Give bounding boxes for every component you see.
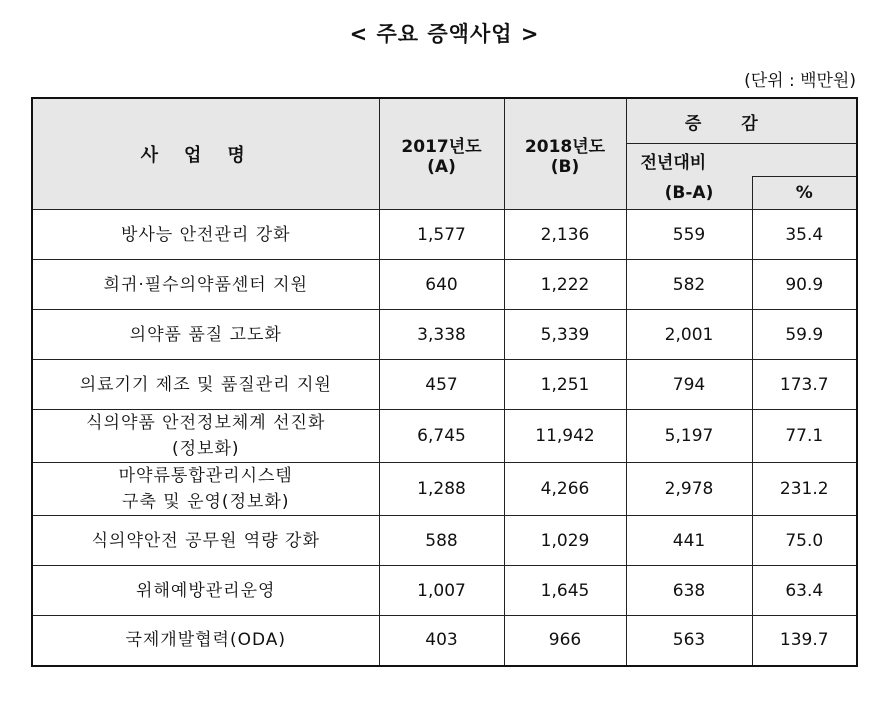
header-2017-label: 2017년도: [401, 136, 482, 157]
project-name-line1: 방사능 안전관리 강화: [120, 224, 291, 245]
table-body: [32, 210, 857, 666]
header-change: 증감: [626, 98, 857, 144]
cell-2018: 4,266: [504, 463, 626, 516]
cell-2018: 1,222: [504, 260, 626, 310]
table-row: [32, 360, 857, 410]
cell-pct: 77.1: [752, 410, 857, 463]
cell-2017: 588: [379, 516, 504, 566]
header-yoy-sub: (B-A): [626, 177, 752, 210]
header-pct: %: [752, 177, 857, 210]
project-name-line1: 식의약품 안전정보체계 선진화: [86, 413, 326, 433]
cell-pct: 35.4: [752, 210, 857, 260]
project-name-line1: 식의약안전 공무원 역량 강화: [91, 530, 320, 551]
project-name-line1: 희귀·필수의약품센터 지원: [103, 274, 308, 295]
unit-note: (단위 : 백만원): [744, 71, 856, 91]
cell-diff: 441: [626, 516, 752, 566]
budget-table: [31, 97, 858, 667]
header-2017-sub: (A): [427, 156, 456, 177]
cell-2017: 1,288: [379, 463, 504, 516]
cell-project-name: [32, 516, 379, 566]
cell-diff: 563: [626, 616, 752, 666]
cell-2017: 1,007: [379, 566, 504, 616]
header-project-name: 사업명: [32, 98, 379, 210]
cell-project-name: [32, 260, 379, 310]
cell-diff: 559: [626, 210, 752, 260]
project-name-line1: 의료기기 제조 및 품질관리 지원: [79, 374, 332, 395]
table-row: [32, 616, 857, 666]
table-row: [32, 516, 857, 566]
table-row: [32, 210, 857, 260]
cell-2018: 5,339: [504, 310, 626, 360]
header-2018-sub: (B): [550, 156, 580, 177]
header-2018: [504, 98, 626, 210]
project-name-line1: 국제개발협력(ODA): [125, 630, 287, 651]
cell-diff: 2,001: [626, 310, 752, 360]
table-row: [32, 566, 857, 616]
cell-2018: 1,645: [504, 566, 626, 616]
table-row: [32, 410, 857, 463]
cell-2018: 2,136: [504, 210, 626, 260]
cell-diff: 5,197: [626, 410, 752, 463]
cell-pct: 90.9: [752, 260, 857, 310]
header-2018-label: 2018년도: [524, 136, 606, 157]
cell-pct: 173.7: [752, 360, 857, 410]
page-title: < 주요 증액사업 >: [349, 22, 540, 46]
cell-pct: 231.2: [752, 463, 857, 516]
table-header: [32, 98, 857, 210]
cell-project-name: [32, 566, 379, 616]
cell-project-name: [32, 310, 379, 360]
table-row: [32, 310, 857, 360]
header-2017: [379, 98, 504, 210]
cell-project-name: [32, 210, 379, 260]
project-name-line1: 의약품 품질 고도화: [129, 324, 282, 345]
cell-diff: 794: [626, 360, 752, 410]
cell-2017: 640: [379, 260, 504, 310]
cell-2018: 1,251: [504, 360, 626, 410]
cell-pct: 59.9: [752, 310, 857, 360]
cell-pct: 75.0: [752, 516, 857, 566]
cell-project-name: [32, 616, 379, 666]
project-name-line1: 위해예방관리운영: [136, 580, 276, 601]
project-name-line2: (정보화): [171, 439, 240, 459]
cell-2017: 3,338: [379, 310, 504, 360]
cell-project-name: [32, 463, 379, 516]
cell-project-name: [32, 360, 379, 410]
table-row: [32, 463, 857, 516]
cell-diff: 638: [626, 566, 752, 616]
cell-pct: 63.4: [752, 566, 857, 616]
cell-diff: 582: [626, 260, 752, 310]
cell-2018: 966: [504, 616, 626, 666]
cell-2017: 457: [379, 360, 504, 410]
project-name-line2: 구축 및 운영(정보화): [122, 492, 290, 512]
cell-pct: 139.7: [752, 616, 857, 666]
project-name-line1: 마약류통합관리시스템: [118, 466, 293, 486]
cell-project-name: [32, 410, 379, 463]
cell-2017: 1,577: [379, 210, 504, 260]
cell-2017: 6,745: [379, 410, 504, 463]
cell-2017: 403: [379, 616, 504, 666]
cell-2018: 11,942: [504, 410, 626, 463]
table-row: [32, 260, 857, 310]
header-yoy: 전년대비: [626, 144, 857, 177]
cell-2018: 1,029: [504, 516, 626, 566]
cell-diff: 2,978: [626, 463, 752, 516]
